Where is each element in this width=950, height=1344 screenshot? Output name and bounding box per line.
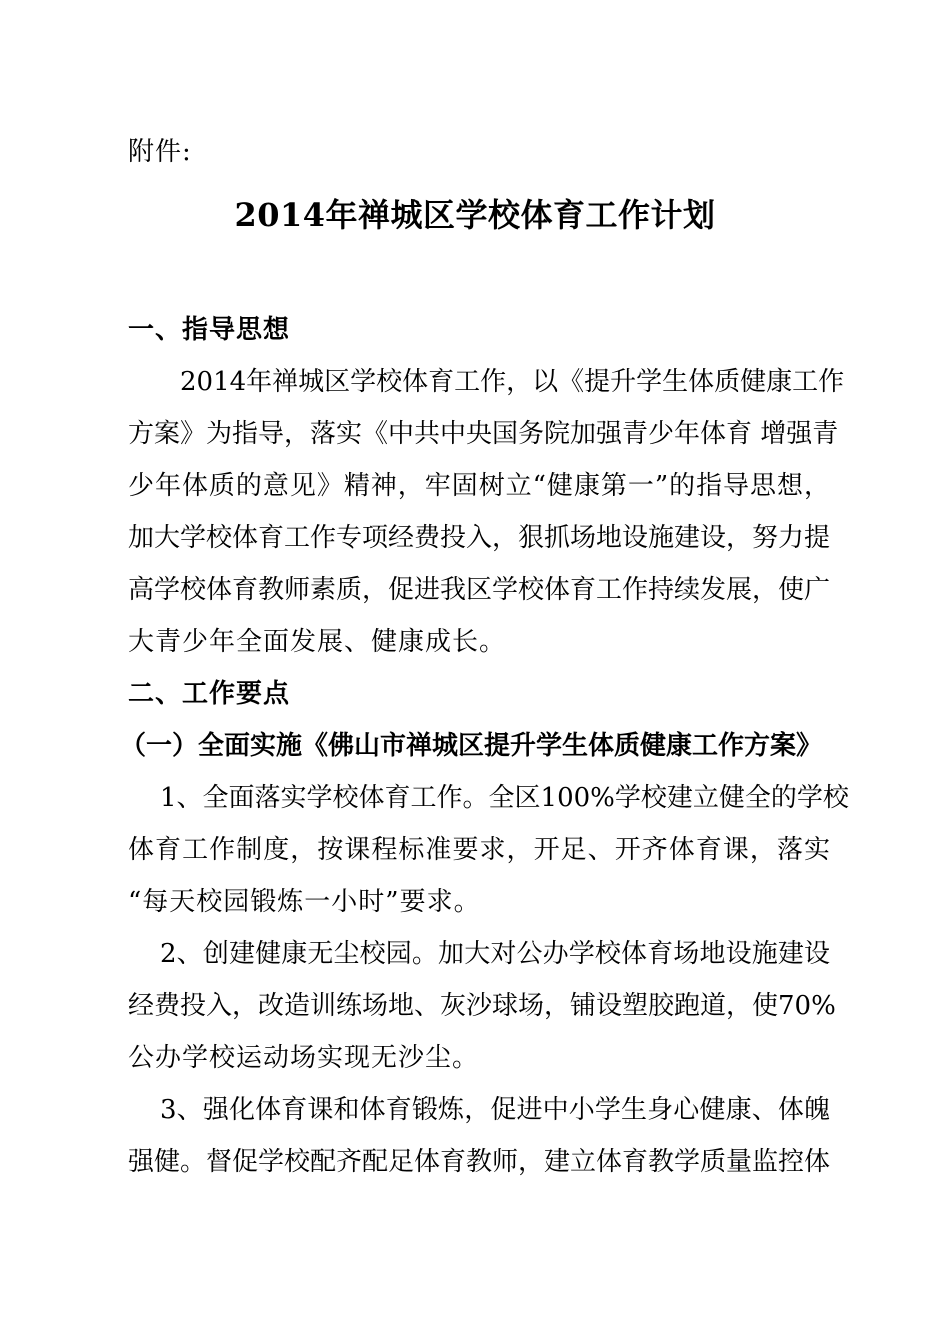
section-heading-work-points: 二、工作要点 (128, 679, 291, 709)
paragraph-line: 高学校体育教师素质，促进我区学校体育工作持续发展，使广 (128, 575, 831, 605)
paragraph-line: “每天校园锻炼一小时”要求。 (128, 887, 481, 917)
attachment-label: 附件: (128, 137, 192, 167)
paragraph-line: 体育工作制度，按课程标准要求，开足、开齐体育课，落实 (128, 835, 830, 865)
paragraph-line: 经费投入，改造训练场地、灰沙球场，铺设塑胶跑道，使70% (128, 991, 836, 1021)
paragraph-line: 大青少年全面发展、健康成长。 (128, 627, 507, 657)
paragraph-line: 1、全面落实学校体育工作。全区100%学校建立健全的学校 (160, 783, 849, 813)
paragraph-line: 3、强化体育课和体育锻炼，促进中小学生身心健康、体魄 (160, 1095, 830, 1125)
paragraph-line: 方案》为指导，落实《中共中央国务院加强青少年体育 增强青 (128, 419, 839, 449)
paragraph-line: 2014年禅城区学校体育工作，以《提升学生体质健康工作 (180, 367, 845, 397)
section-heading-guiding-ideology: 一、指导思想 (128, 315, 291, 345)
paragraph-line: 少年体质的意见》精神，牢固树立“健康第一”的指导思想， (128, 471, 830, 501)
subsection-heading: （一）全面实施《佛山市禅城区提升学生体质健康工作方案》 (120, 731, 823, 761)
paragraph-line: 2、创建健康无尘校园。加大对公办学校体育场地设施建设 (160, 939, 830, 969)
paragraph-line: 加大学校体育工作专项经费投入，狠抓场地设施建设，努力提 (128, 523, 831, 553)
paragraph-line: 强健。督促学校配齐配足体育教师，建立体育教学质量监控体 (128, 1147, 831, 1177)
document-title: 2014年禅城区学校体育工作计划 (234, 196, 716, 234)
paragraph-line: 公办学校运动场实现无沙尘。 (128, 1043, 480, 1073)
